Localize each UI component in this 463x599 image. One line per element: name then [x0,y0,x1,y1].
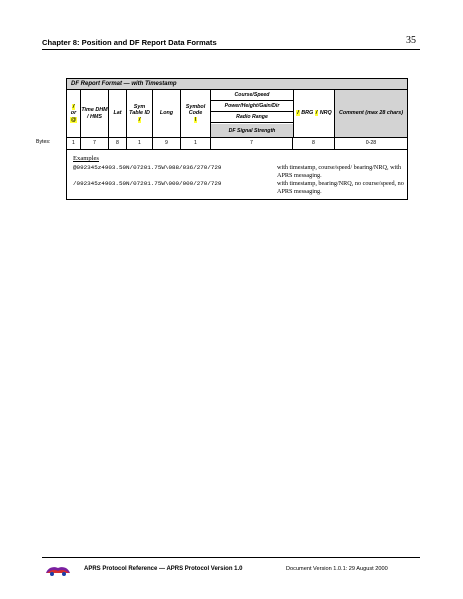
col-sym-table-value: / [138,116,141,123]
bytes-cell: 8 [293,137,335,149]
col-sym-table-label: Sym Table ID [129,103,150,117]
col-comment: Comment (max 28 chars) [335,90,407,137]
col-data-type-or: or [70,110,77,117]
col-lat: Lat [109,90,127,137]
bytes-cell: 1 [127,137,153,149]
example-description: with timestamp, bearing/NRQ, no course/speed, no APRS messaging. [277,180,404,195]
bytes-cell: 1 [181,137,211,149]
examples-heading: Examples [73,155,100,162]
bytes-cell: 8 [109,137,127,149]
col-long: Long [153,90,181,137]
col-symbol-code-label: Symbol Code [185,103,206,117]
col-nrq: NRQ [319,110,332,117]
col-phgd: Power/Height/Gain/Dir [211,101,293,112]
col-radio-range: Radio Range [211,112,293,123]
bytes-cell: 9 [153,137,181,149]
col-time: Time DHM / HMS [81,90,109,137]
footer-title: APRS Protocol Reference — APRS Protocol Version 1.0 [84,566,243,572]
col-data-type [67,90,81,137]
col-brg-nrq [293,90,335,137]
bytes-cell: 7 [211,137,293,149]
chapter-title: Chapter 8: Position and DF Report Data Formats [42,38,217,47]
col-symbol-code [181,90,211,137]
col-course-speed: Course/Speed [211,90,293,101]
example-description: with timestamp, course/speed/ bearing/NRQ, with APRS messaging. [277,164,402,179]
bytes-row [67,137,407,150]
col-df-signal: DF Signal Strength [211,124,293,137]
table-header-row [67,90,407,138]
col-brg-slash-b: / [315,110,318,117]
bytes-cell: 7 [81,137,109,149]
col-data-type-slash: / [72,103,75,110]
example-row [73,164,405,180]
page-number: 35 [406,35,416,46]
col-brg-slash-a: / [297,110,299,117]
table-title: DF Report Format — with Timestamp [67,79,407,90]
footer-divider [42,557,420,558]
aprs-logo-icon [44,563,72,577]
header-divider [42,49,420,50]
footer-version: Document Version 1.0.1: 29 August 2000 [286,566,388,572]
example-row [73,180,405,196]
example-code: @092345z4903.50N/07201.75W\088/036/270/729 [73,164,222,171]
df-report-format-table [66,78,408,200]
example-code: /092345z4903.50N/07201.75W\000/000/270/729 [73,180,222,187]
examples-block [73,155,405,196]
bytes-cell: 1 [67,137,81,149]
col-brg: BRG [301,110,314,117]
bytes-cell: 0-28 [365,140,377,146]
col-symbol-code-value: \ [194,116,197,123]
col-data-type-at: @ [70,116,77,123]
col-sym-table [127,90,153,137]
bytes-label: Bytes: [36,139,51,145]
